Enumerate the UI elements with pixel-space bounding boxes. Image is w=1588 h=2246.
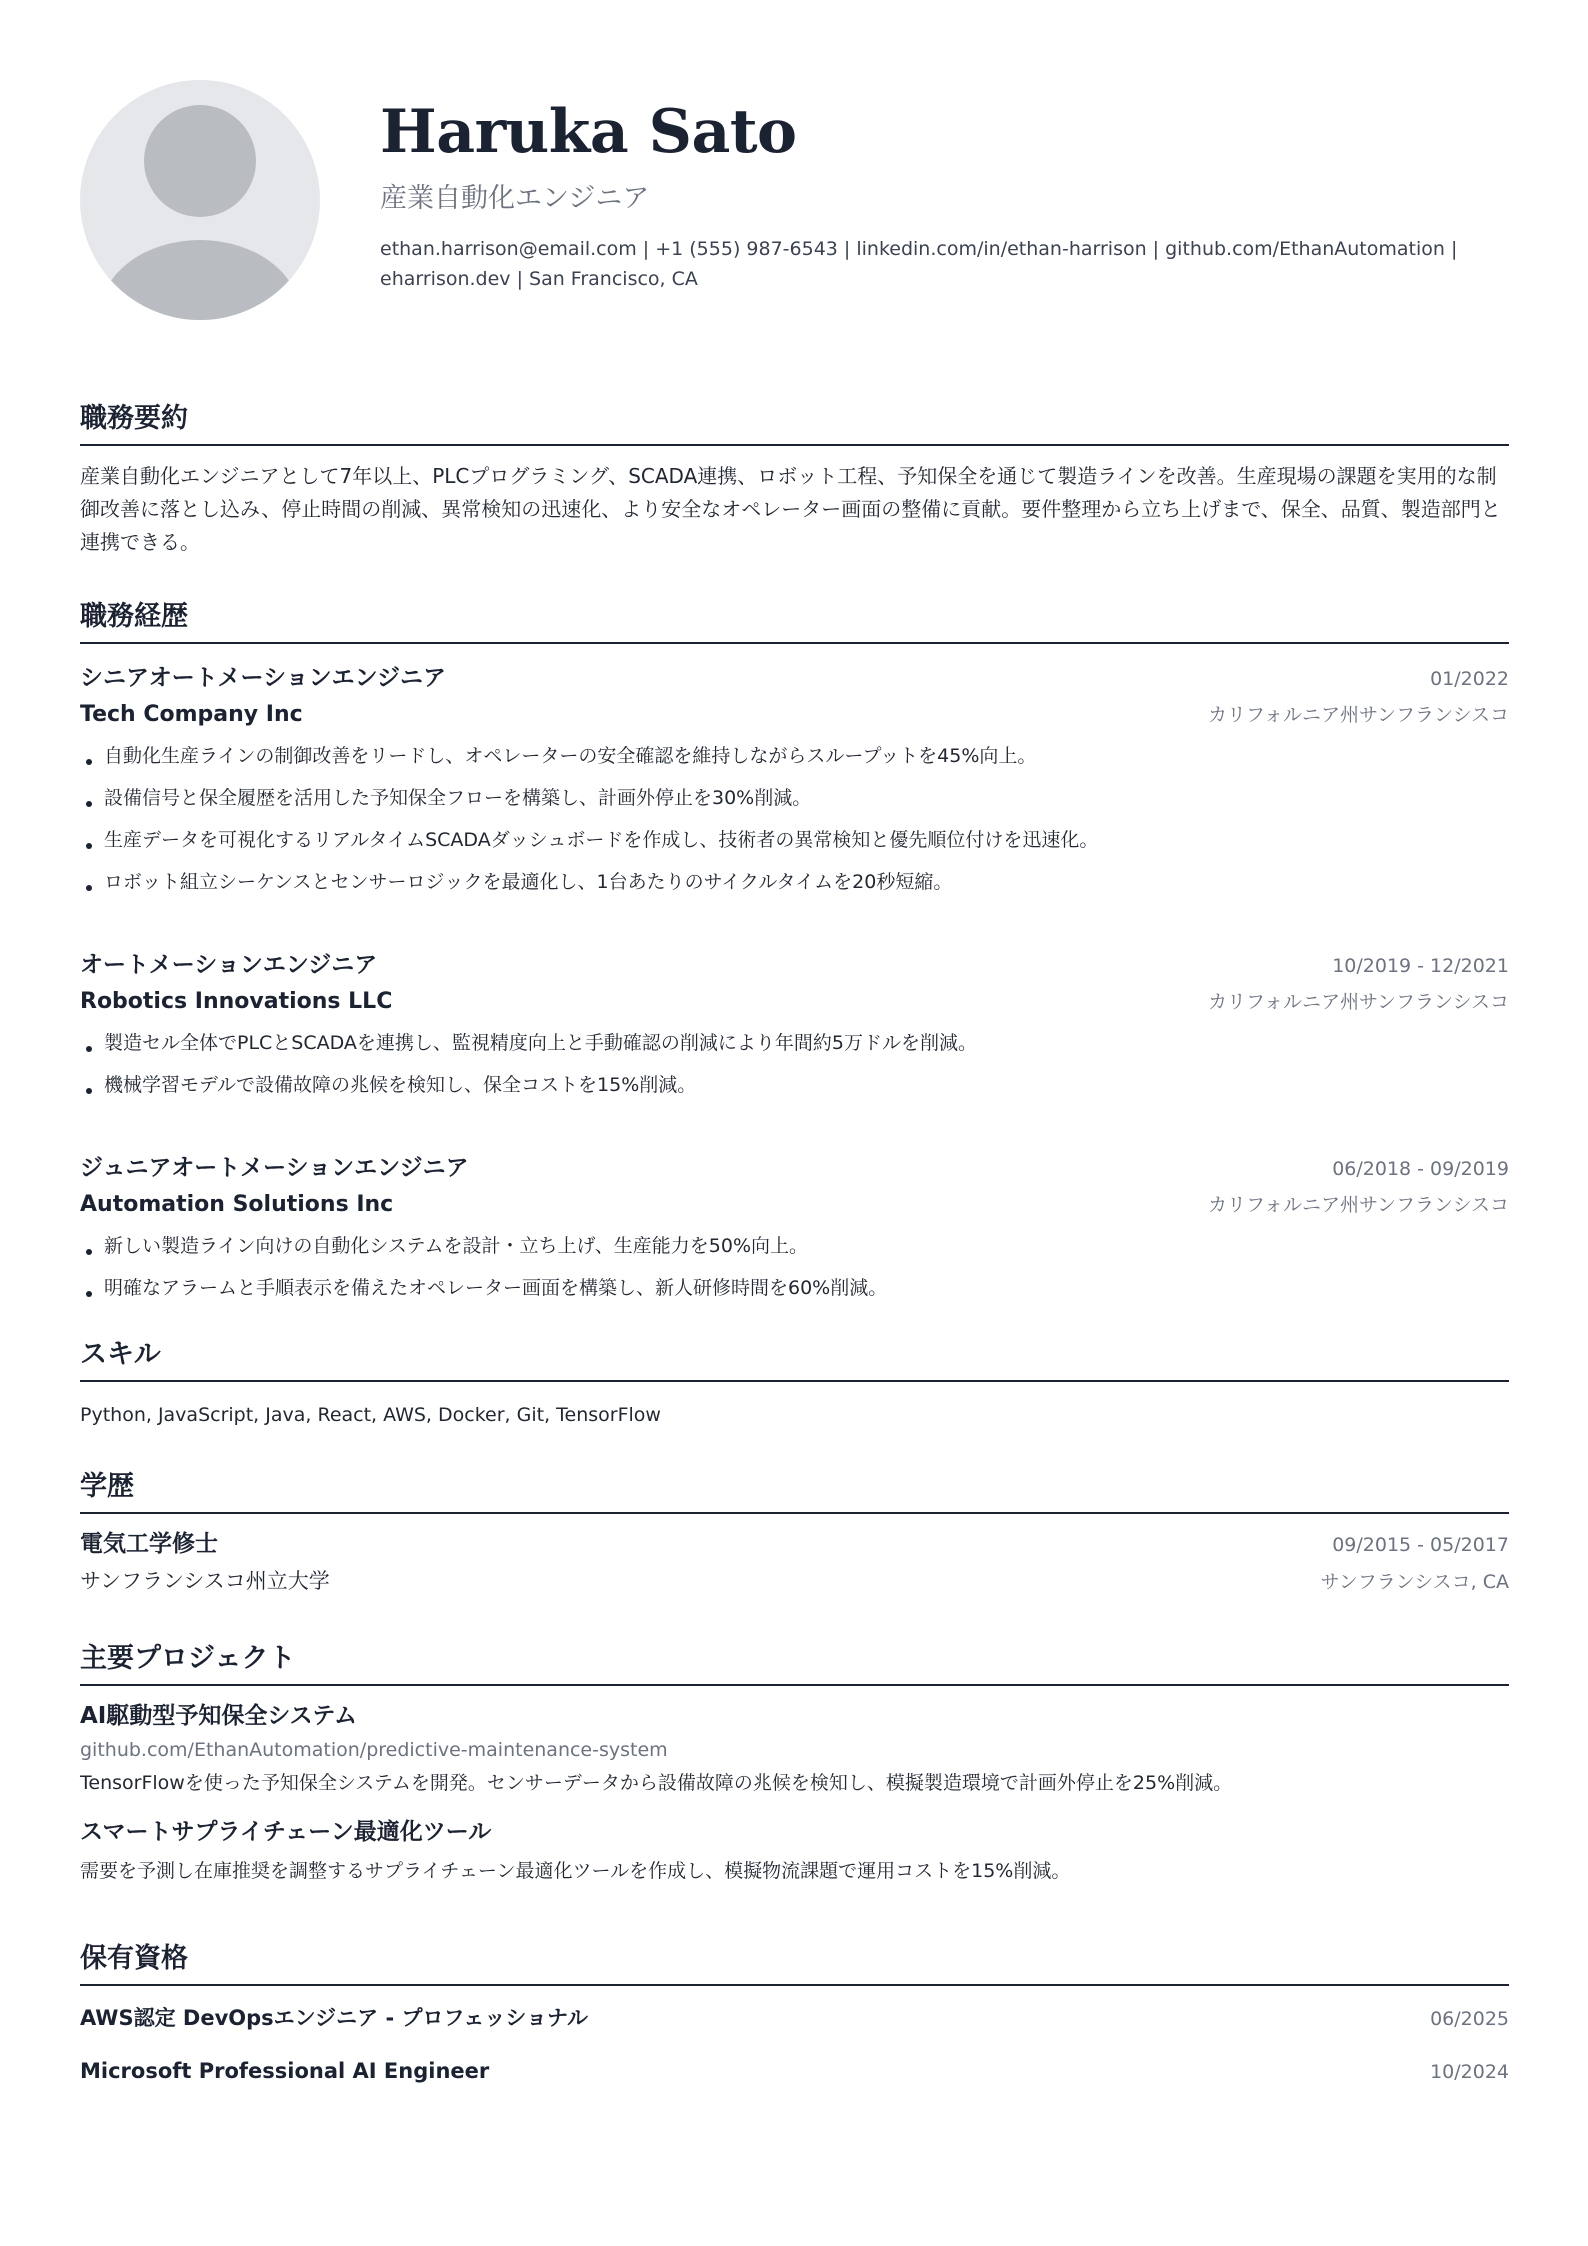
bullet-item: 自動化生産ラインの制御改善をリードし、オペレーターの安全確認を維持しながらスループットを45%向上。 [80,735,1509,777]
job-title: ジュニアオートメーションエンジニア [80,1155,469,1181]
project-description: TensorFlowを使った予知保全システムを開発。センサーデータから設備故障の兆候を検知し、模擬製造環境で計画外停止を25%削減。 [80,1772,1233,1794]
job-entry [80,947,1509,1106]
project-entry [80,1814,1509,1888]
project-link[interactable]: github.com/EthanAutomation/predictive-maintenance-system [80,1739,668,1761]
education-date: 09/2015 - 05/2017 [1332,1534,1509,1556]
contact-line-2: eharrison.dev | San Francisco, CA [380,268,698,290]
school-name: サンフランシスコ州立大学 [80,1569,330,1593]
job-date: 01/2022 [1430,668,1509,690]
job-title: オートメーションエンジニア [80,952,378,978]
section-heading: 職務経歴 [80,600,1509,644]
company-name: Tech Company Inc [80,702,303,727]
project-title: スマートサプライチェーン最適化ツール [80,1819,492,1845]
job-date: 10/2019 - 12/2021 [1332,955,1509,977]
certification-entry [80,2000,1509,2037]
experience-section [80,600,1509,1309]
job-location: カリフォルニア州サンフランシスコ [1207,704,1509,726]
bullet-item: 明確なアラームと手順表示を備えたオペレーター画面を構築し、新人研修時間を60%削減。 [80,1267,1509,1309]
summary-text: 産業自動化エンジニアとして7年以上、PLCプログラミング、SCADA連携、ロボット工程、予知保全を通じて製造ラインを改善。生産現場の課題を実用的な制御改善に落とし込み、停止時間の削減、異常検知の迅速化、より安全なオペレーター画面の整備に貢献。要件整理から立ち上げまで、保全、品質、製造部門と連携できる。 [80,464,1501,554]
certification-date: 10/2024 [1430,2061,1509,2083]
certification-date: 06/2025 [1430,2008,1509,2030]
candidate-name: Haruka Sato [380,97,797,167]
section-heading: スキル [80,1338,1509,1382]
job-entry [80,660,1509,903]
job-title: シニアオートメーションエンジニア [80,665,447,691]
section-heading: 学歴 [80,1470,1509,1514]
degree-name: 電気工学修士 [80,1531,218,1557]
projects-section [80,1642,1509,1888]
resume-header [380,96,1509,294]
contact-info [380,234,1509,294]
certifications-section [80,1942,1509,2090]
job-location: カリフォルニア州サンフランシスコ [1207,991,1509,1013]
certification-name: AWS認定 DevOpsエンジニア - プロフェッショナル [80,2006,588,2030]
section-heading: 主要プロジェクト [80,1642,1509,1686]
summary-section [80,402,1509,559]
project-description: 需要を予測し在庫推奨を調整するサプライチェーン最適化ツールを作成し、模擬物流課題で運用コストを15%削減。 [80,1860,1071,1882]
section-heading: 保有資格 [80,1942,1509,1986]
bullet-item: 機械学習モデルで設備故障の兆候を検知し、保全コストを15%削減。 [80,1064,1509,1106]
project-entry [80,1698,1509,1800]
job-bullets [80,1022,1509,1106]
bullet-item: 製造セル全体でPLCとSCADAを連携し、監視精度向上と手動確認の削減により年間約5万ドルを削減。 [80,1022,1509,1064]
job-bullets [80,735,1509,903]
section-heading: 職務要約 [80,402,1509,446]
avatar [80,80,320,320]
job-location: カリフォルニア州サンフランシスコ [1207,1194,1509,1216]
education-section [80,1470,1509,1600]
bullet-item: 生産データを可視化するリアルタイムSCADAダッシュボードを作成し、技術者の異常検知と優先順位付けを迅速化。 [80,819,1509,861]
job-bullets [80,1225,1509,1309]
bullet-item: 新しい製造ライン向けの自動化システムを設計・立ち上げ、生産能力を50%向上。 [80,1225,1509,1267]
certification-entry [80,2053,1509,2090]
bullet-item: ロボット組立シーケンスとセンサーロジックを最適化し、1台あたりのサイクルタイムを20秒短縮。 [80,861,1509,903]
education-location: サンフランシスコ, CA [1320,1571,1509,1593]
bullet-item: 設備信号と保全履歴を活用した予知保全フローを構築し、計画外停止を30%削減。 [80,777,1509,819]
contact-line-1: ethan.harrison@email.com | +1 (555) 987-6543 | linkedin.com/in/ethan-harrison | github.com/EthanAutomation | [380,238,1458,260]
job-entry [80,1150,1509,1309]
project-title: AI駆動型予知保全システム [80,1703,358,1729]
avatar-body-shape [100,240,300,320]
company-name: Robotics Innovations LLC [80,989,393,1014]
job-date: 06/2018 - 09/2019 [1332,1158,1509,1180]
avatar-head-shape [144,105,256,217]
certification-name: Microsoft Professional AI Engineer [80,2059,490,2083]
education-entry [80,1526,1509,1600]
company-name: Automation Solutions Inc [80,1192,394,1217]
skills-list: Python, JavaScript, Java, React, AWS, Docker, Git, TensorFlow [80,1404,661,1426]
job-title-subtitle: 産業自動化エンジニア [380,183,650,214]
skills-section [80,1338,1509,1430]
